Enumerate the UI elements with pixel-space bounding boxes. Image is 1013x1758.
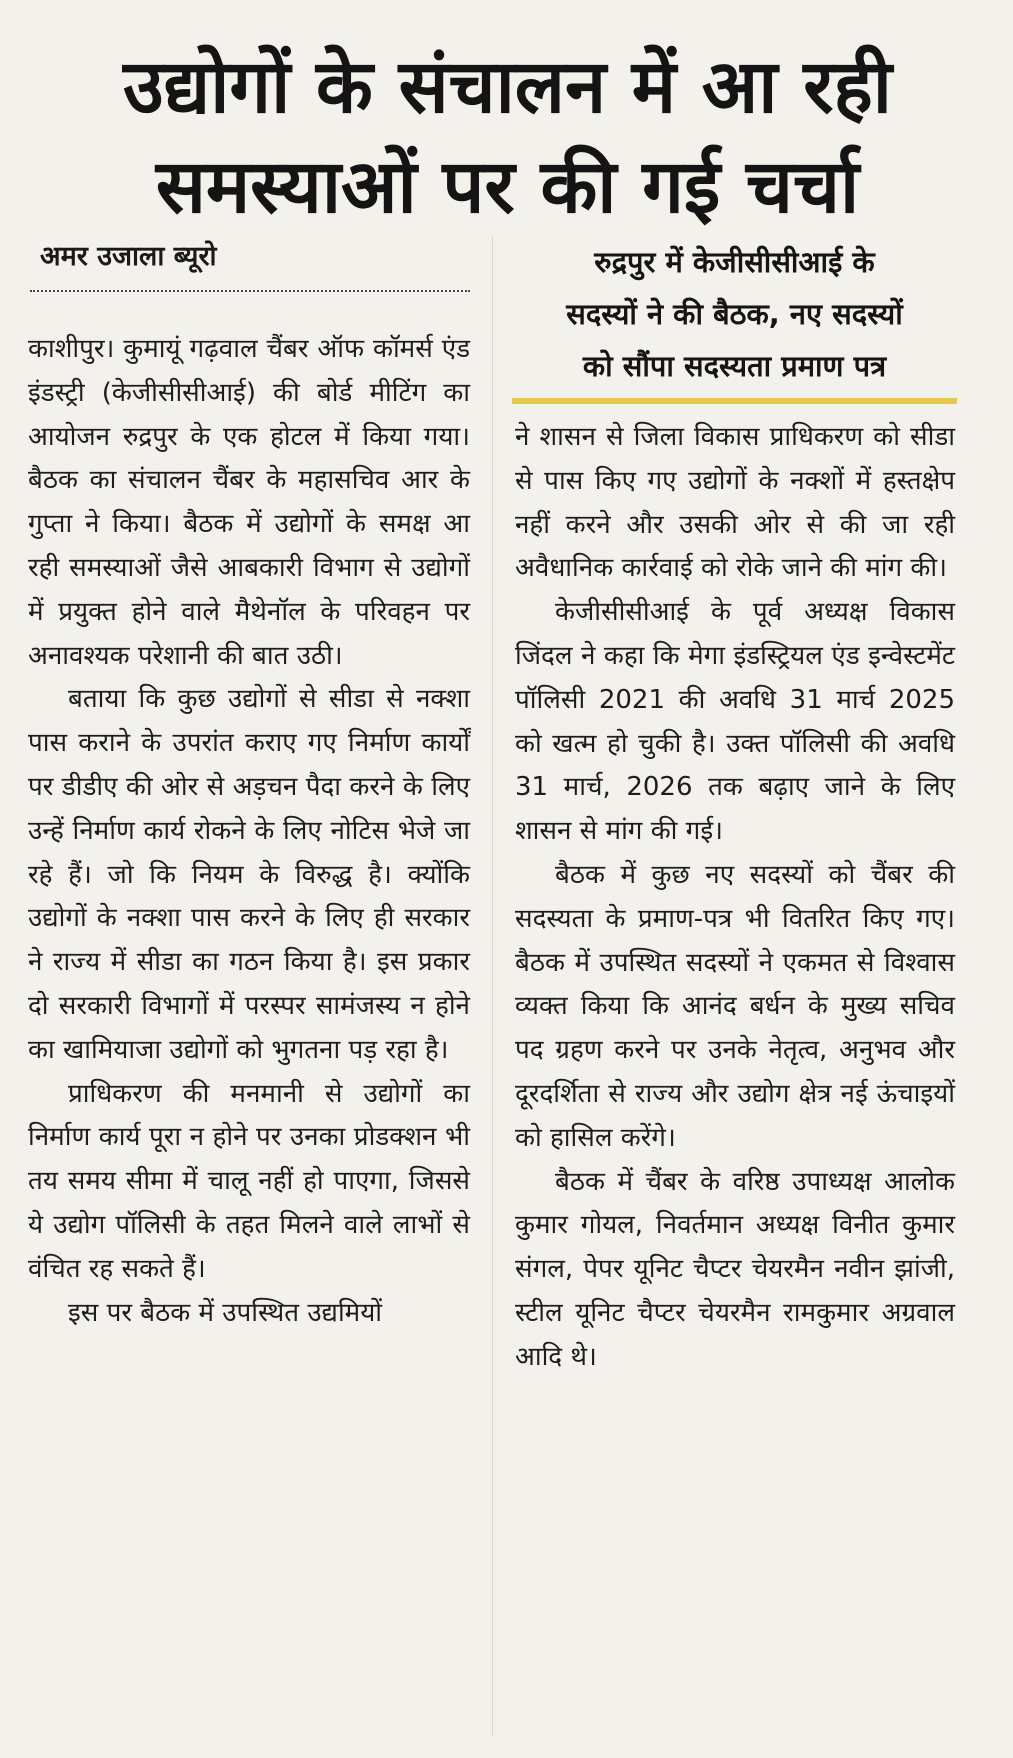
right-paragraph-4: बैठक में चैंबर के वरिष्ठ उपाध्यक्ष आलोक कुमार गोयल, निवर्तमान अध्यक्ष विनीत कुमार संगल, पेपर यूनिट चैप्टर चेयरमैन नवीन झांजी, स्टील यूनिट चैप्टर चेयरमैन रामकुमार अग्रवाल आदि थे।	[515, 1166, 955, 1372]
left-column	[28, 328, 470, 1335]
subheadline-line-1: रुद्रपुर में केजीसीसीआई के	[594, 245, 875, 279]
headline	[20, 37, 995, 237]
right-paragraph-2: केजीसीसीआई के पूर्व अध्यक्ष विकास जिंदल ने कहा कि मेगा इंडस्ट्रियल एंड इन्वेस्टमेंट पॉलिसी 2021 की अवधि 31 मार्च 2025 को खत्म हो चुकी है। उक्त पॉलिसी की अवधि 31 मार्च, 2026 तक बढ़ाए जाने के लिए शासन से मांग की गई।	[515, 597, 955, 847]
subheadline-underline	[512, 398, 957, 404]
left-paragraph-2: बताया कि कुछ उद्योगों से सीडा से नक्शा पास कराने के उपरांत कराए गए निर्माण कार्यों पर डीडीए की ओर से अड़चन पैदा करने के लिए उन्हें निर्माण कार्य रोकने के लिए नोटिस भेजे जा रहे हैं। जो कि नियम के विरुद्ध है। क्योंकि उद्योगों के नक्शा पास करने के लिए ही सरकार ने राज्य में सीडा का गठन किया है। इस प्रकार दो सरकारी विभागों में परस्पर सामंजस्य न होने का खामियाजा उद्योगों को भुगतना पड़ रहा है।	[28, 684, 470, 1065]
left-paragraph-3: प्राधिकरण की मनमानी से उद्योगों का निर्माण कार्य पूरा न होने पर उनका प्रोडक्शन भी तय समय सीमा में चालू नहीं हो पाएगा, जिससे ये उद्योग पॉलिसी के तहत मिलने वाले लाभों से वंचित रह सकते हैं।	[28, 1078, 470, 1284]
left-paragraph-1: काशीपुर। कुमायूं गढ़वाल चैंबर ऑफ कॉमर्स एंड इंडस्ट्री (केजीसीसीआई) की बोर्ड मीटिंग का आयोजन रुद्रपुर के एक होटल में किया गया। बैठक का संचालन चैंबर के महासचिव आर के गुप्ता ने किया। बैठक में उद्योगों के समक्ष आ रही समस्याओं जैसे आबकारी विभाग से उद्योगों में प्रयुक्त होने वाले मैथेनॉल के परिवहन पर अनावश्यक परेशानी की बात उठी।	[28, 334, 470, 671]
byline-divider	[30, 290, 470, 292]
headline-line-1: उद्योगों के संचालन में आ रही	[123, 44, 892, 131]
column-divider	[492, 236, 493, 1736]
left-paragraph-4: इस पर बैठक में उपस्थित उद्यमियों	[68, 1297, 383, 1328]
right-column	[515, 416, 955, 1380]
right-paragraph-1: ने शासन से जिला विकास प्राधिकरण को सीडा से पास किए गए उद्योगों के नक्शों में हस्तक्षेप नहीं करने और उसकी ओर से की जा रही अवैधानिक कार्रवाई को रोके जाने की मांग की।	[515, 422, 955, 584]
subheadline	[512, 236, 957, 392]
headline-line-2: समस्याओं पर की गई चर्चा	[155, 144, 860, 231]
right-paragraph-3: बैठक में कुछ नए सदस्यों को चैंबर की सदस्यता के प्रमाण-पत्र भी वितरित किए गए। बैठक में उपस्थित सदस्यों ने एकमत से विश्वास व्यक्त किया कि आनंद बर्धन के मुख्य सचिव पद ग्रहण करने पर उनके नेतृत्व, अनुभव और दूरदर्शिता से राज्य और उद्योग क्षेत्र नई ऊंचाइयों को हासिल करेंगे।	[515, 859, 955, 1153]
byline: अमर उजाला ब्यूरो	[40, 241, 217, 272]
subheadline-line-2: सदस्यों ने की बैठक, नए सदस्यों	[566, 297, 903, 331]
subheadline-line-3: को सौंपा सदस्यता प्रमाण पत्र	[582, 349, 887, 383]
